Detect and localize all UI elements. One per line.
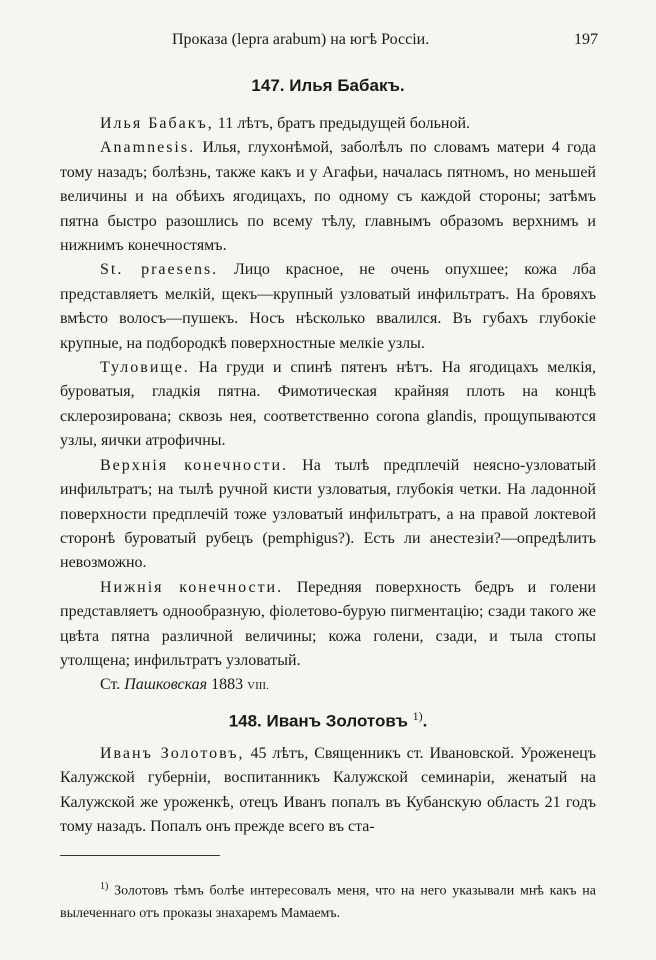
case-148-heading-period: . bbox=[422, 711, 428, 731]
case-147-signature bbox=[60, 673, 596, 698]
footnote-paragraph bbox=[60, 876, 596, 925]
signature-place: Пашковская bbox=[124, 676, 208, 694]
signature-prefix: Ст. bbox=[100, 676, 125, 694]
case-147-intro-text: 11 лѣтъ, братъ предыдущей больной. bbox=[213, 115, 471, 132]
case-148-heading bbox=[0, 706, 656, 732]
upper-limbs-label: Верхнія конечности. bbox=[100, 456, 289, 474]
case-147-anamnesis bbox=[60, 136, 596, 258]
trunk-text: На груди и спинѣ пятенъ нѣтъ. На ягодицахъ мелкія, буроватыя, гладкія пятна. Фимотическая крайняя плоть на концѣ склерозирована; сквозь нея, соответственно corona glandis, прощупываются узлы, яички атрофичны. bbox=[60, 359, 596, 450]
footnote-reference: 1) bbox=[412, 709, 423, 723]
upper-limbs-text: На тылѣ предплечій неясно-узловатый инфильтратъ; на тылѣ ручной кисти узловатыя, глубокія четки. На ладонной поверхности предплечій тоже узловатый инфильтратъ, а на правой локтевой сторонѣ буроватый рубецъ (pemphigus?). Есть ли анестезіи?—опредѣлить невозможно. bbox=[60, 456, 597, 572]
case-148-body bbox=[60, 742, 596, 840]
case-147-intro bbox=[60, 112, 596, 136]
praesens-text: Лицо красное, не очень опухшее; кожа лба представляетъ мелкій, щекъ—крупный узловатый инфильтратъ. На бровяхъ вмѣсто волосъ—пушекъ. Носъ нѣсколько ввалился. Въ губахъ глубокіе крупные, на подбородкѣ поверхностные мелкіе узлы. bbox=[60, 261, 596, 352]
case-147-body bbox=[60, 112, 596, 699]
case-148-patient-name: Иванъ Золотовъ, bbox=[100, 745, 245, 762]
trunk-label: Туловище. bbox=[100, 359, 190, 377]
running-head-title: Проказа (lepra arabum) на югѣ Россіи. bbox=[172, 31, 430, 48]
case-148-intro-text: 45 лѣтъ, Священникъ ст. Ивановской. Уроженецъ Калужской губерніи, воспитанникъ Калужской семинаріи, женатый на Калужской же уроженкѣ, отецъ Иванъ попалъ въ Кубанскую область 21 годъ тому назадъ. Попалъ онъ прежде всего въ ста- bbox=[60, 745, 597, 836]
case-147-lower-limbs bbox=[60, 576, 596, 674]
lower-limbs-text: Передняя поверхность бедръ и голени представляетъ однообразную, фіолетово-бурую пигментацію; сзади такого же цвѣта пятна различной величины; кожа голени, сзади, и тыла стопы утолщена; инфильтратъ узловатый. bbox=[60, 578, 596, 669]
footnote bbox=[60, 876, 596, 925]
case-147-heading: 147. Илья Бабакъ. bbox=[251, 76, 405, 95]
footnote-text: Золотовъ тѣмъ болѣе интересовалъ меня, что на него указывали мнѣ какъ на вылеченнаго отъ проказы знахаремъ Мамаемъ. bbox=[60, 883, 596, 921]
signature-month: VIII. bbox=[247, 680, 269, 693]
case-148-intro bbox=[60, 742, 596, 840]
page-number: 197 bbox=[574, 31, 598, 48]
signature-year: 1883 bbox=[207, 676, 248, 694]
case-147-praesens bbox=[60, 258, 596, 356]
lower-limbs-label: Нижнія конечности. bbox=[100, 578, 284, 596]
case-147-upper-limbs bbox=[60, 454, 596, 576]
footnote-divider bbox=[60, 855, 220, 856]
anamnesis-text: Илья, глухонѣмой, заболѣлъ по словамъ матери 4 года тому назадъ; болѣзнь, также какъ и у Агафьи, началась пятномъ, но меньшей величины и на обѣихъ ягодицахъ, по одному съ каждой стороны; затѣмъ пятна быстро разошлись по всему тѣлу, главнымъ образомъ верхнимъ и нижнимъ конечностямъ. bbox=[60, 139, 596, 255]
praesens-label: St. praesens. bbox=[100, 261, 219, 279]
case-148-heading-text: 148. Иванъ Золотовъ bbox=[228, 711, 408, 731]
case-147-trunk bbox=[60, 356, 596, 454]
case-147-patient-name: Илья Бабакъ, bbox=[100, 115, 214, 132]
footnote-mark: 1) bbox=[100, 881, 109, 892]
anamnesis-label: Anamnesis. bbox=[100, 139, 196, 157]
